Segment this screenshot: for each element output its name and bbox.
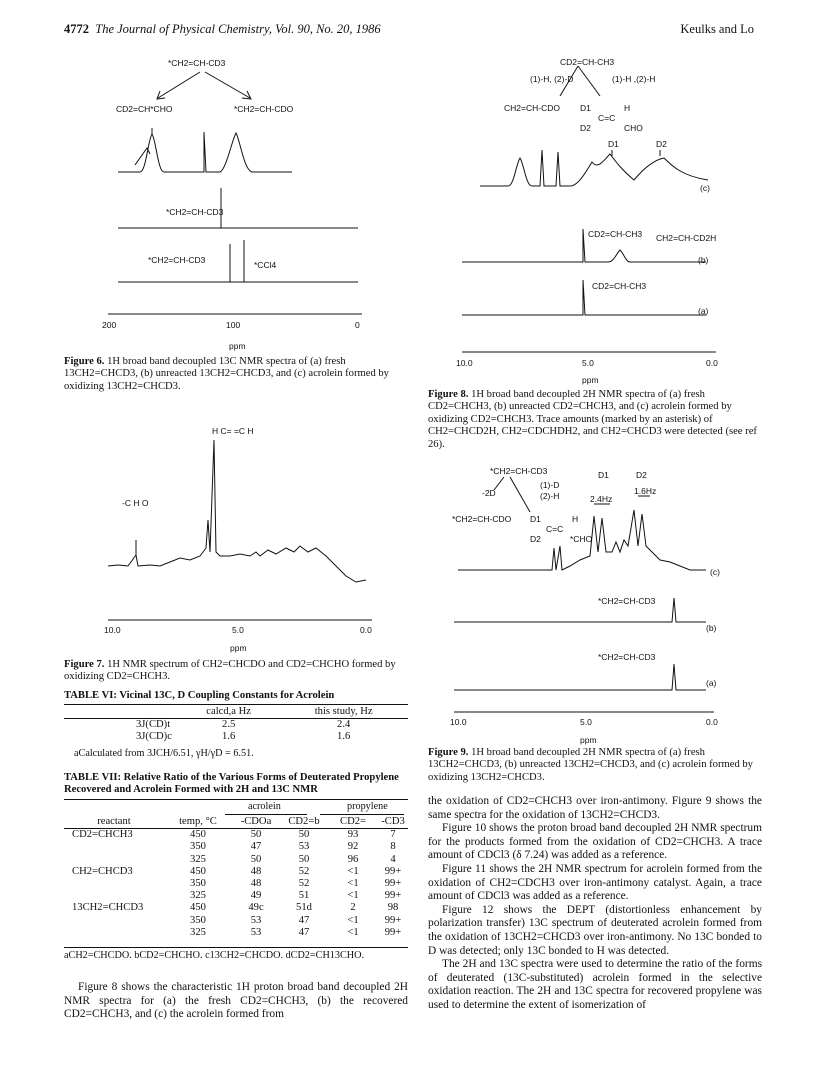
fig9-path-right-1: (1)-D [540, 480, 560, 490]
fig9-tick-10: 10.0 [450, 717, 467, 727]
table-row [64, 927, 408, 939]
fig9-trace-c-label: (c) [710, 567, 720, 577]
fig8-label-a: CD2=CH-CH3 [592, 281, 647, 291]
fig8-prod-d1: D1 [580, 103, 591, 113]
fig8-prod-cc: C=C [598, 113, 616, 123]
table-cell: 53 [298, 841, 310, 853]
fig9-trace-a-label: (a) [706, 678, 717, 688]
fig9-caption-text: 1H broad band decoupled 2H NMR spectra of (a) fresh 13CH2=CHCD3, (b) unreacted 13CH2=CHCD3, and (c) acrolein formed by oxidizing 13CH2=CHCD3. [428, 747, 753, 783]
table7-header-3: CD2=b [288, 816, 320, 827]
fig9-tick-0: 0.0 [706, 717, 718, 727]
table-cell: 8 [390, 841, 396, 853]
fig9-prod-d1: D1 [530, 514, 541, 524]
table-cell: 99+ [384, 890, 402, 902]
table-cell: 2 [350, 902, 356, 914]
table7-title: TABLE VII: Relative Ratio of the Various Forms of Deuterated Propylene Recovered and Acrolein Formed with 2H and 13C NMR [64, 772, 399, 796]
table-cell: 47 [298, 926, 310, 938]
right-paragraph-4: The 2H and 13C spectra were used to determine the ratio of the forms of deuterated (13C-substituted) acrolein formed in the selective oxidation reaction. The 2H and 13C spectra for recovered propylene was used to determine the extent of isomerization of [428, 958, 762, 1011]
fig9-label-b: *CH2=CH-CD3 [598, 596, 656, 606]
fig7-tick-10: 10.0 [104, 625, 121, 635]
right-body-text [428, 795, 762, 1013]
table-cell [64, 854, 164, 866]
table-cell: 450 [190, 865, 206, 877]
table7-header-4: CD2= [340, 816, 366, 827]
fig8-peak-d2: D2 [656, 139, 667, 149]
fig6-tick-200: 200 [102, 320, 117, 330]
right-paragraph-2: Figure 11 shows the 2H NMR spectrum for acrolein formed from the oxidation of CH2=CDCH3 over iron-antimony catalyst. Again, a trace amount of CDCl3 was added as a reference. [428, 862, 762, 903]
fig9-prod-cho: *CHO [570, 534, 593, 544]
table-cell: <1 [347, 865, 359, 877]
table-cell: 450 [190, 829, 206, 841]
fig8-prod-cho: CHO [624, 123, 643, 133]
header-authors: Keulks and Lo [680, 22, 754, 36]
fig9-arrow-right [510, 477, 530, 512]
fig7-struct-left: -C H O [122, 498, 149, 508]
table-cell: 350 [190, 841, 206, 853]
journal-title: The Journal of Physical Chemistry, Vol. 90, No. 20, 1986 [95, 22, 381, 36]
fig8-tick-5: 5.0 [582, 358, 594, 368]
fig9-label-a: *CH2=CH-CD3 [598, 652, 656, 662]
table-cell: 47 [298, 914, 310, 926]
table-cell: 13CH2=CHCD3 [72, 902, 144, 914]
table-cell: 50 [250, 853, 262, 865]
table-row [64, 890, 408, 902]
fig7-axis-unit: ppm [230, 643, 247, 653]
fig9-prod-h: H [572, 514, 579, 524]
fig9-trace-b [454, 598, 706, 622]
fig7-caption-label: Figure 7. [64, 659, 105, 670]
page-number: 4772 [64, 22, 89, 36]
table-cell: 48 [250, 878, 262, 890]
table6-header-1: calcd,a Hz [206, 706, 251, 717]
table-cell: 49c [248, 902, 264, 914]
table6-footnote: aCalculated from 3JCH/6.51, γH/γD = 6.51. [74, 748, 254, 759]
fig6-scheme-right: *CH2=CH-CDO [234, 104, 294, 114]
table6-header-2: this study, Hz [314, 706, 373, 717]
fig9-path-left: -2D [482, 488, 496, 498]
fig6-scheme-left: CD2=CH*CHO [116, 104, 173, 114]
table-cell: 96 [347, 853, 359, 865]
table-cell: CD2=CHCH3 [72, 829, 133, 841]
table-cell: 93 [347, 829, 359, 841]
table-cell: 50 [250, 829, 262, 841]
table-cell: 1.6 [337, 731, 351, 743]
fig9-j2: 1.6Hz [634, 486, 657, 496]
fig6-label-ccl4: *CCl4 [254, 260, 277, 270]
fig8-scheme-top: CD2=CH-CH3 [560, 57, 615, 67]
table-cell: 47 [250, 841, 262, 853]
table-cell [64, 915, 164, 927]
fig9-j1: 2.4Hz [590, 494, 613, 504]
fig9-scheme-top: *CH2=CH-CD3 [490, 466, 548, 476]
fig9-trace-c [458, 510, 706, 570]
fig8-path-right: (1)-H ,(2)-H [612, 74, 656, 84]
table-cell: 4 [390, 853, 396, 865]
table-row [64, 878, 408, 890]
table6-title: TABLE VI: Vicinal 13C, D Coupling Constants for Acrolein [64, 690, 335, 701]
table7-group-acrolein: acrolein [248, 801, 281, 812]
table-row [64, 915, 408, 927]
table-cell [64, 927, 164, 939]
right-paragraph-0: the oxidation of CD2=CHCH3 over iron-antimony. Figure 9 shows the same spectra for the oxidation of 13CH2=CHCD3. [428, 795, 762, 821]
fig8-caption-text: 1H broad band decoupled 2H NMR spectra of (a) fresh CD2=CHCH3, (b) unreacted CD2=CHCH3, and (c) acrolein formed by oxidizing CD2=CHCH3. Trace amounts (marked by an asterisk) of CH2=CHCD2H, CH2=CDCHDH2, and CH2=CHCD3 were detected (see ref 26). [428, 389, 757, 450]
fig8-peak-d1: D1 [608, 139, 619, 149]
table-cell: 325 [190, 926, 206, 938]
table-cell: 2.5 [222, 719, 236, 731]
table-row [64, 902, 408, 914]
fig7-tick-0: 0.0 [360, 625, 372, 635]
table-cell: 350 [190, 914, 206, 926]
table-cell: <1 [347, 914, 359, 926]
table-cell: 49 [250, 890, 262, 902]
fig8-prod-h: H [624, 103, 631, 113]
table-cell: 325 [190, 853, 206, 865]
table-cell: <1 [347, 878, 359, 890]
table7-footnote: aCH2=CHCDO. bCD2=CHCHO. c13CH2=CHCDO. dCD2=CH13CHO. [64, 950, 365, 961]
table-cell: 450 [190, 902, 206, 914]
table-row [64, 854, 408, 866]
table-cell: 3J(CD)c [136, 731, 172, 743]
table-cell: 2.4 [337, 719, 351, 731]
fig9-prod-left: *CH2=CH-CDO [452, 514, 512, 524]
fig8-axis-unit: ppm [582, 375, 599, 385]
fig9-peak-d2: D2 [636, 470, 647, 480]
fig8-trace-c-label: (c) [700, 183, 710, 193]
fig9-arrow-left [494, 477, 504, 490]
fig8-tick-0: 0.0 [706, 358, 718, 368]
fig9-peak-d1: D1 [598, 470, 609, 480]
table-cell: 50 [298, 853, 310, 865]
fig9-prod-cc: C=C [546, 524, 564, 534]
table7-header-2: -CDOa [240, 816, 272, 827]
table7-group-rule-2 [320, 814, 404, 815]
right-paragraph-1: Figure 10 shows the proton broad band decoupled 2H NMR spectrum for the products formed from the oxidation of CD2=CHCH3. A trace amount of CDCl3 (δ 7.24) was added as a reference. [428, 822, 762, 862]
table-row [64, 866, 408, 878]
table-cell: CH2=CHCD3 [72, 865, 133, 877]
fig9-path-right-2: (2)-H [540, 491, 560, 501]
table7-header-1: temp, °C [179, 816, 217, 827]
table-cell: 99+ [384, 914, 402, 926]
table7-header-row [64, 816, 408, 829]
fig9-trace-b-label: (b) [706, 623, 717, 633]
fig9-trace-a [454, 664, 706, 690]
fig6-label-b: *CH2=CH-CD3 [166, 207, 224, 217]
fig8-label-b2: CH2=CH-CD2H [656, 233, 717, 243]
fig8-path-left: (1)-H, (2)-D [530, 74, 574, 84]
table-cell: 3J(CD)t [136, 719, 171, 731]
right-paragraph-3: Figure 12 shows the DEPT (distortionless enhancement by polarization transfer) 13C spectrum of deuterated acrolein formed from the oxidation of 13CH2=CHCD3 over iron-antimony. No 13C bonded to D was detected; only 13C bonded to H was detected. [428, 903, 762, 957]
table-cell: 99+ [384, 878, 402, 890]
table-cell: 52 [298, 865, 310, 877]
table-cell [64, 841, 164, 853]
table-cell: 1.6 [222, 731, 236, 743]
fig6-scheme-top: *CH2=CH-CD3 [168, 58, 226, 68]
fig9-caption [428, 747, 762, 784]
table-cell: 51d [296, 902, 312, 914]
table-cell: 99+ [384, 926, 402, 938]
fig9-axis-unit: ppm [580, 735, 597, 745]
table7-group-propylene: propylene [347, 801, 388, 812]
fig8-caption-label: Figure 8. [428, 389, 469, 400]
fig7-struct-right: H C= =C H [212, 426, 254, 436]
table-cell [64, 890, 164, 902]
fig6-caption-text: 1H broad band decoupled 13C NMR spectra of (a) fresh 13CH2=CHCD3, (b) unreacted 13CH2=CHCD3, and (c) acrolein formed by oxidizing 13CH2=CHCD3. [64, 356, 389, 392]
fig6-axis-unit: ppm [229, 341, 246, 351]
table-cell: 92 [347, 841, 359, 853]
table7-rule-bottom [64, 947, 408, 948]
table7-rule-top [64, 799, 408, 800]
table7-header-0: reactant [97, 816, 131, 827]
fig8-label-b1: CD2=CH-CH3 [588, 229, 643, 239]
table7-header-5: -CD3 [381, 816, 405, 827]
fig6-tick-0: 0 [355, 320, 360, 330]
table-cell: 325 [190, 890, 206, 902]
table-cell: 350 [190, 878, 206, 890]
table-cell: 52 [298, 878, 310, 890]
fig8-trace-a-label: (a) [698, 306, 709, 316]
table-row [64, 841, 408, 853]
table-cell: <1 [347, 926, 359, 938]
table-cell: 53 [250, 914, 262, 926]
fig6-caption-label: Figure 6. [64, 356, 105, 367]
fig9-prod-d2: D2 [530, 534, 541, 544]
fig8-tick-10: 10.0 [456, 358, 473, 368]
table-row [64, 731, 408, 743]
table-cell: 48 [250, 865, 262, 877]
fig7-tick-5: 5.0 [232, 625, 244, 635]
table-cell: 98 [387, 902, 399, 914]
fig6-tick-100: 100 [226, 320, 241, 330]
table-cell: 53 [250, 926, 262, 938]
table-cell: 99+ [384, 865, 402, 877]
table-cell [64, 878, 164, 890]
fig6-label-a: *CH2=CH-CD3 [148, 255, 206, 265]
table-row [64, 829, 408, 842]
table7-grid [64, 816, 408, 939]
fig8-prod-left: CH2=CH-CDO [504, 103, 560, 113]
table-cell: 7 [390, 829, 396, 841]
table-cell: <1 [347, 890, 359, 902]
fig8-trace-b-label: (b) [698, 255, 709, 265]
fig9-caption-label: Figure 9. [428, 747, 469, 758]
table7-group-rule-1 [225, 814, 307, 815]
table-cell: 50 [298, 829, 310, 841]
fig9-tick-5: 5.0 [580, 717, 592, 727]
table-cell: 51 [298, 890, 310, 902]
table7-body [64, 829, 408, 939]
fig7-caption-text: 1H NMR spectrum of CH2=CHCDO and CD2=CHCHO formed by oxidizing CD2=CHCH3. [64, 659, 396, 683]
left-paragraph: Figure 8 shows the characteristic 1H proton broad band decoupled 2H NMR spectra for (a) the fresh CD2=CHCH3, (b) the recovered CD2=CHCH3, and (c) the acrolein formed from [64, 981, 408, 1021]
fig8-prod-d2: D2 [580, 123, 591, 133]
